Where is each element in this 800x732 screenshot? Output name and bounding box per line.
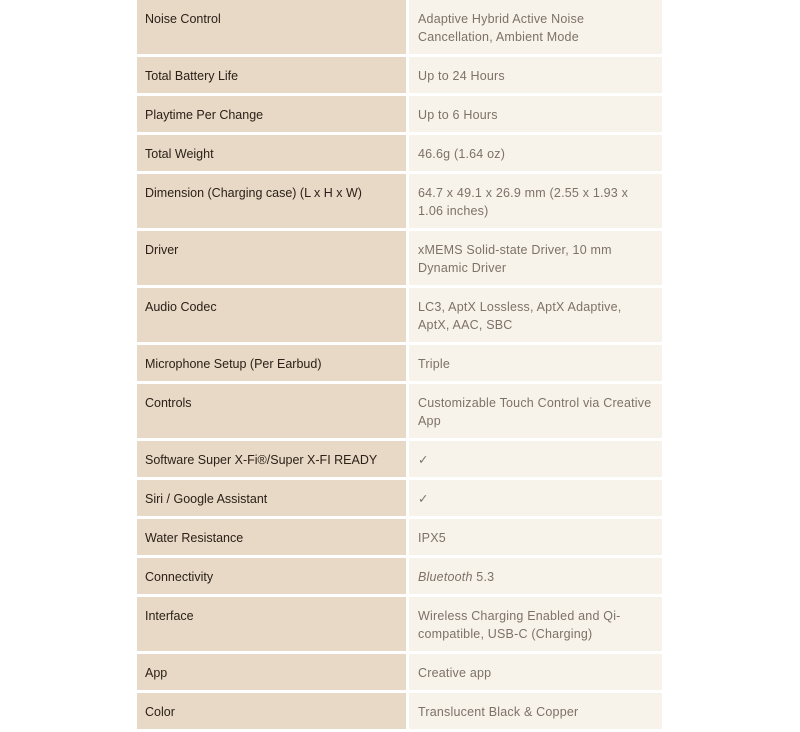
spec-value: Up to 6 Hours	[409, 96, 662, 132]
spec-value: Creative app	[409, 654, 662, 690]
spec-value-italic: Bluetooth	[418, 570, 473, 584]
spec-value: Wireless Charging Enabled and Qi-compatible, USB-C (Charging)	[409, 597, 662, 651]
spec-value: 46.6g (1.64 oz)	[409, 135, 662, 171]
spec-row	[137, 231, 662, 285]
spec-row	[137, 135, 662, 171]
spec-label: Software Super X-Fi®/Super X-FI READY	[137, 441, 409, 477]
spec-value: LC3, AptX Lossless, AptX Adaptive, AptX, AAC, SBC	[409, 288, 662, 342]
spec-label: Driver	[137, 231, 409, 285]
spec-label: Audio Codec	[137, 288, 409, 342]
spec-value	[409, 558, 662, 594]
spec-row	[137, 345, 662, 381]
spec-row	[137, 384, 662, 438]
spec-value: Customizable Touch Control via Creative App	[409, 384, 662, 438]
spec-value: Up to 24 Hours	[409, 57, 662, 93]
spec-label: Total Battery Life	[137, 57, 409, 93]
spec-value-text: 5.3	[472, 570, 495, 584]
spec-label: Connectivity	[137, 558, 409, 594]
spec-row	[137, 0, 662, 54]
spec-row	[137, 693, 662, 729]
spec-value: IPX5	[409, 519, 662, 555]
spec-label: App	[137, 654, 409, 690]
spec-row	[137, 654, 662, 690]
spec-value: Adaptive Hybrid Active Noise Cancellation, Ambient Mode	[409, 0, 662, 54]
spec-row	[137, 558, 662, 594]
specs-table-body	[137, 0, 662, 729]
spec-label: Microphone Setup (Per Earbud)	[137, 345, 409, 381]
spec-label: Dimension (Charging case) (L x H x W)	[137, 174, 409, 228]
spec-value: Triple	[409, 345, 662, 381]
spec-value: ✓	[409, 441, 662, 477]
spec-label: Noise Control	[137, 0, 409, 54]
spec-label: Controls	[137, 384, 409, 438]
spec-value: Translucent Black & Copper	[409, 693, 662, 729]
spec-row	[137, 597, 662, 651]
spec-row	[137, 96, 662, 132]
spec-label: Interface	[137, 597, 409, 651]
spec-row	[137, 441, 662, 477]
spec-label: Total Weight	[137, 135, 409, 171]
spec-label: Siri / Google Assistant	[137, 480, 409, 516]
specs-table	[137, 0, 662, 732]
spec-label: Color	[137, 693, 409, 729]
spec-value: ✓	[409, 480, 662, 516]
spec-label: Playtime Per Change	[137, 96, 409, 132]
spec-label: Water Resistance	[137, 519, 409, 555]
spec-row	[137, 519, 662, 555]
spec-value: xMEMS Solid-state Driver, 10 mm Dynamic Driver	[409, 231, 662, 285]
spec-row	[137, 288, 662, 342]
spec-row	[137, 174, 662, 228]
spec-value: 64.7 x 49.1 x 26.9 mm (2.55 x 1.93 x 1.06 inches)	[409, 174, 662, 228]
spec-row	[137, 57, 662, 93]
spec-row	[137, 480, 662, 516]
